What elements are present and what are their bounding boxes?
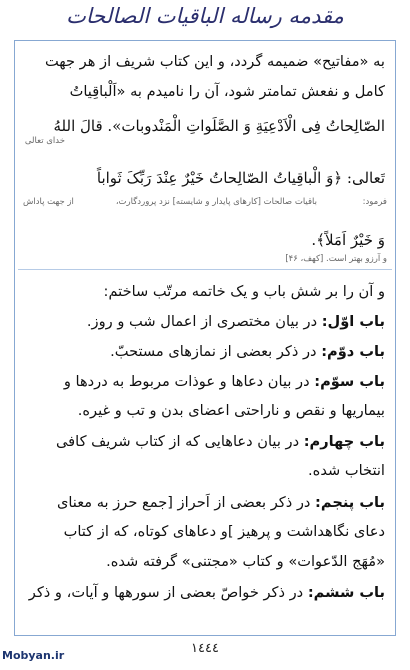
bab5-text: در ذکر بعضی از اَحراز [جمع حرز به معنای	[56, 494, 311, 511]
bab5-continuation2: «مُهَج الدّعوات» و کتاب «مجتنی» گرفته شده.	[106, 553, 385, 570]
bab1-text: در بیان مختصری از اعمال شب و روز.	[86, 313, 318, 330]
page-header	[0, 4, 410, 34]
page-number: ١٤٤٤	[191, 641, 219, 656]
bab6-line	[25, 580, 385, 606]
bab2-text: در ذکر بعضی از نمازهای مستحبّ.	[110, 343, 317, 360]
paragraph1-line2: کامل و نفعش تمامتر شود، آن را نامیدم به «اَلْباقِیاتُ	[69, 83, 385, 100]
bab5-heading: باب پنجم:	[315, 494, 385, 511]
verse-gloss-lead: فرمود:	[362, 197, 387, 207]
divider	[18, 269, 392, 270]
gloss-god: خدای تعالی	[24, 136, 65, 146]
verse-gloss2: و آرزو بهتر است. [کهف، ۴۶]	[285, 254, 387, 264]
paragraph1-line3: الصّالِحاتُ فِى الْاَدْعِیَةِ وَ الصَّلَواتِ الْمَنْدوبات». قالَ اللهُ	[53, 117, 385, 135]
bab4-text: در بیان دعاهایی که از کتاب شریف کافی	[56, 433, 300, 450]
intro-line: و آن را بر شش باب و یک خاتمه مرتّب ساختم:	[103, 283, 385, 300]
bab4-line	[25, 429, 385, 455]
bab6-heading: باب ششم:	[307, 584, 385, 601]
bab2-heading: باب دوّم:	[321, 343, 385, 360]
bab3-continuation: بیماریها و نقص و ناراحتی اعضای بدن و تب و غیره.	[77, 402, 385, 419]
bab5-continuation1: دعای نگاهداشت و پرهیز ]و دعاهای کوتاه، که از کتاب	[63, 523, 385, 540]
bab1-line	[25, 309, 385, 335]
bab3-heading: باب سوّم:	[314, 373, 385, 390]
paragraph1-line1: به «مفاتیح» ضمیمه گردد، و این کتاب شریف از هر جهت	[44, 53, 385, 70]
bab1-heading: باب اوّل:	[321, 313, 385, 330]
bab5-line	[25, 490, 385, 516]
bab6-text: در ذکر خواصّ بعضی از سورهها و آیات، و ذکر	[28, 584, 304, 601]
verse-gloss-main: باقیات صالحات [کارهای پایدار و شایسته] نزد پروردگارت،	[115, 197, 317, 207]
header-title: مقدمه رساله الباقیات الصالحات	[66, 4, 344, 28]
bab4-continuation: انتخاب شده.	[308, 462, 385, 479]
verse-line1: تَعالی: ﴿وَ الْباقِیاتُ الصّالِحاتُ خَیْرٌ عِنْدَ رَبِّکَ ثَواباً	[96, 169, 385, 187]
site-brand[interactable]: Mobyan.ir	[2, 649, 65, 662]
bab3-text: در بیان دعاها و عوذات مربوط به دردها و	[63, 373, 310, 390]
bab4-heading: باب چهارم:	[303, 433, 385, 450]
bab3-line	[25, 369, 385, 395]
bab2-line	[25, 339, 385, 365]
page-frame	[14, 40, 396, 636]
verse-gloss-end: از جهت پاداش	[23, 197, 74, 207]
verse-line2: وَ خَیْرٌ اَمَلاً﴾.	[311, 231, 385, 249]
